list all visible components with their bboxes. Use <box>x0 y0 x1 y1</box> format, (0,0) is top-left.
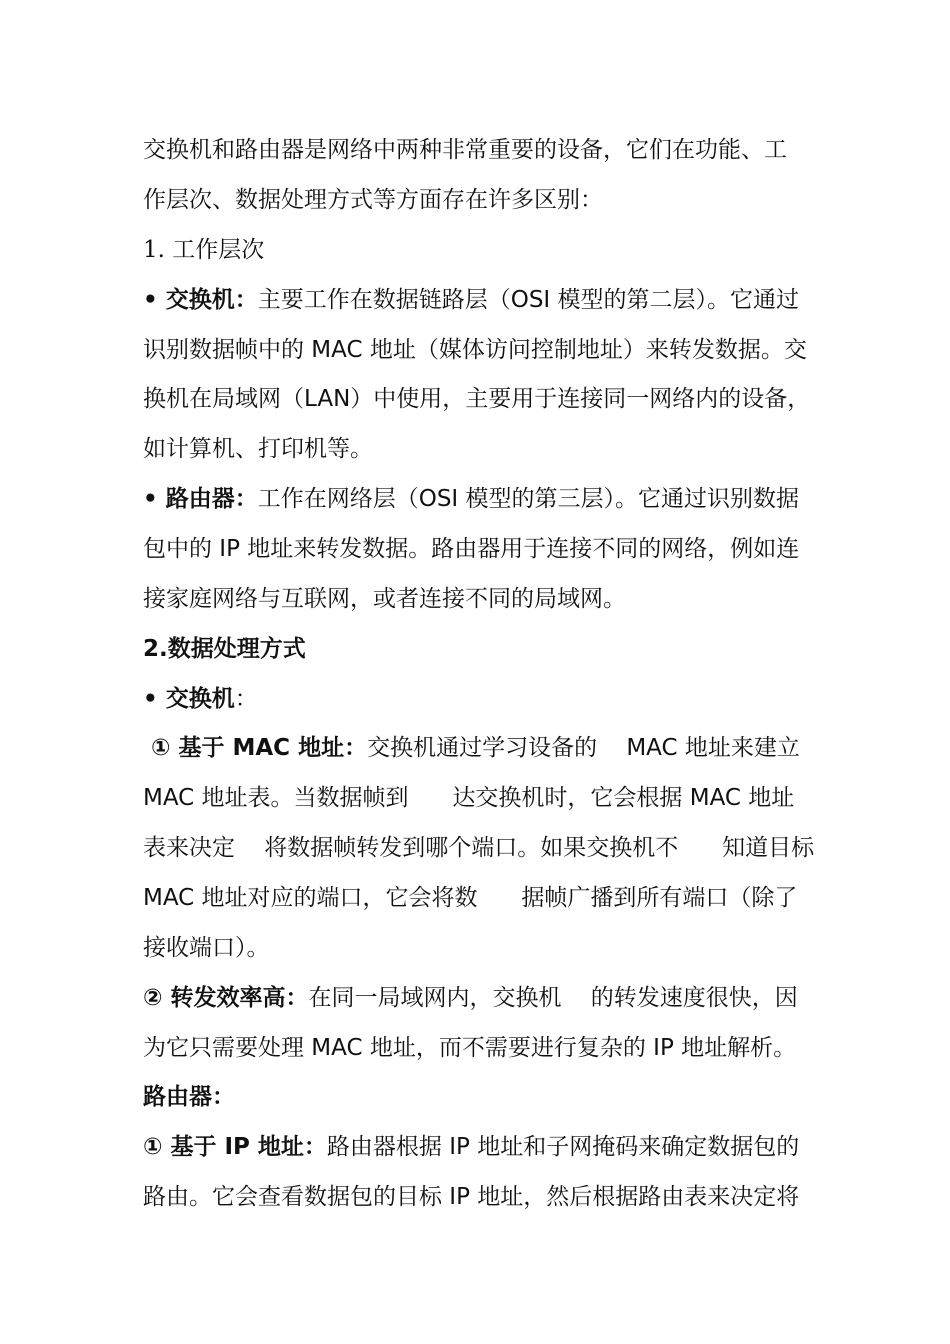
section-heading: 1. 工作层次 <box>143 237 265 263</box>
paragraph-line <box>143 684 258 714</box>
paragraph-line <box>143 285 799 315</box>
paragraph-line <box>143 983 798 1013</box>
line-text: 主要工作在数据链路层（OSI 模型的第二层）。它通过 <box>257 287 800 313</box>
paragraph-line: 路由。它会查看数据包的目标 IP 地址，然后根据路由表来决定将 <box>143 1184 800 1210</box>
paragraph-line: MAC 地址表。当数据帧到 达交换机时，它会根据 MAC 地址 <box>143 785 795 811</box>
term-label: ② 转发效率高： <box>143 985 309 1011</box>
paragraph-line: MAC 地址对应的端口，它会将数 据帧广播到所有端口（除了 <box>143 885 798 911</box>
paragraph-line <box>143 733 800 763</box>
line-text: 路由器根据 IP 地址和子网掩码来确定数据包的 <box>326 1134 800 1160</box>
paragraph-line: 接收端口）。 <box>143 935 270 961</box>
subsection-heading <box>143 1082 235 1112</box>
section-heading <box>143 634 306 664</box>
term-label: ① 基于 MAC 地址： <box>143 735 368 761</box>
heading-text: 2.数据处理方式 <box>143 636 306 662</box>
paragraph-line: 作层次、数据处理方式等方面存在许多区别： <box>143 187 603 213</box>
term-label: • 路由器： <box>143 486 258 512</box>
line-text: 在同一局域网内，交换机 的转发速度很快，因 <box>308 985 798 1011</box>
term-label: • 交换机 <box>143 686 235 712</box>
term-label: • 交换机： <box>143 287 258 313</box>
paragraph-line: 包中的 IP 地址来转发数据。路由器用于连接不同的网络，例如连 <box>143 536 800 562</box>
paragraph-line <box>143 484 799 514</box>
paragraph-line: 为它只需要处理 MAC 地址，而不需要进行复杂的 IP 地址解析。 <box>143 1035 797 1061</box>
heading-text: 路由器： <box>143 1084 235 1110</box>
paragraph-line: 接家庭网络与互联网，或者连接不同的局域网。 <box>143 586 626 612</box>
paragraph-line: 识别数据帧中的 MAC 地址（媒体访问控制地址）来转发数据。交 <box>143 337 807 363</box>
line-text: 工作在网络层（OSI 模型的第三层）。它通过识别数据 <box>257 486 800 512</box>
paragraph-line: 如计算机、打印机等。 <box>143 436 373 462</box>
paragraph-line <box>143 1132 799 1162</box>
paragraph-line: 表来决定 将数据帧转发到哪个端口。如果交换机不 知道目标 <box>143 835 815 861</box>
paragraph-line: 交换机和路由器是网络中两种非常重要的设备，它们在功能、工 <box>143 137 787 163</box>
term-label: ① 基于 IP 地址： <box>143 1134 327 1160</box>
line-text: ： <box>234 686 258 712</box>
paragraph-line: 换机在局域网（LAN）中使用，主要用于连接同一网络内的设备， <box>143 386 811 412</box>
line-text: 交换机通过学习设备的 MAC 地址来建立 <box>367 735 800 761</box>
